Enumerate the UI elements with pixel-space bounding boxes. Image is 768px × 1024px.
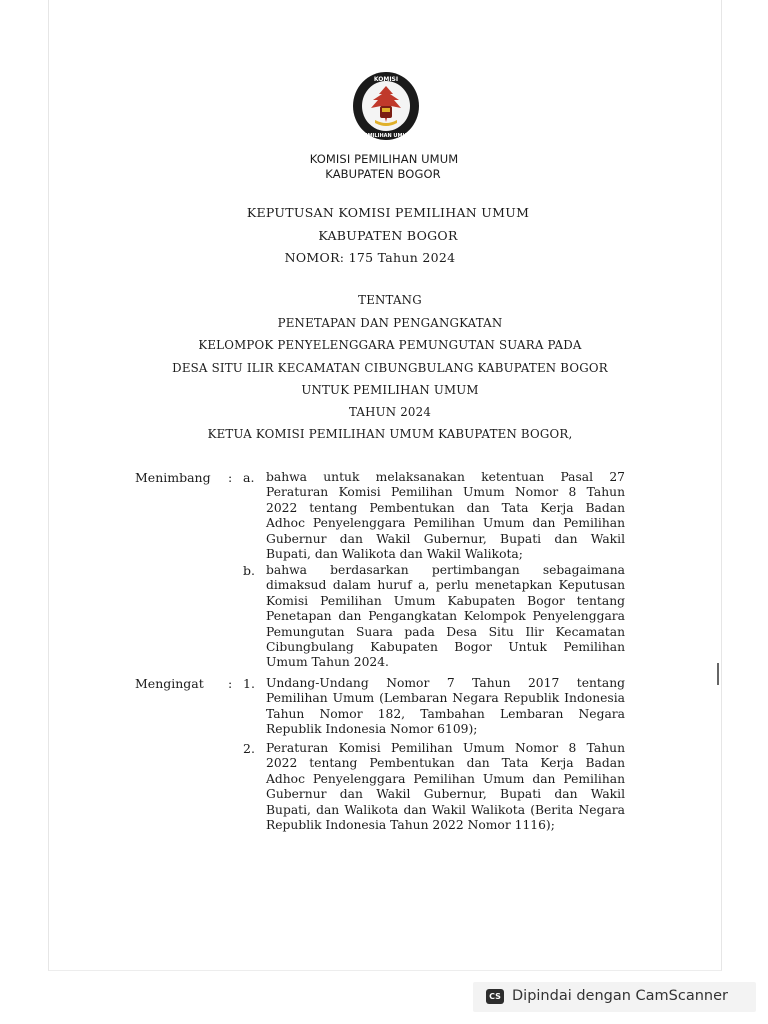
text-line: Cibungbulang Kabupaten Bogor Untuk Pemilihan [266, 640, 625, 655]
kpu-emblem-logo [351, 70, 421, 142]
text-line: bahwa berdasarkan pertimbangan sebagaimana [266, 563, 625, 577]
tentang-heading: TENTANG [358, 293, 422, 307]
org-name-line1: KOMISI PEMILIHAN UMUM [309, 152, 459, 166]
text-line: Republik Indonesia Nomor 6109); [266, 722, 478, 737]
signatory-line: KETUA KOMISI PEMILIHAN UMUM KABUPATEN BOGOR, [207, 427, 573, 441]
logo-top-text: KOMISI [373, 76, 399, 83]
mengingat-item-1-marker: 1. [243, 676, 255, 691]
text-line: Adhoc Penyelenggara Pemilihan Umum dan Pemilihan [266, 771, 625, 786]
text-line: 2022 tentang Pembentukan dan Tata Kerja Badan [266, 500, 625, 515]
decision-number: NOMOR: 175 Tahun 2024 [284, 250, 456, 265]
text-line: Tahun Nomor 182, Tambahan Lembaran Negara [266, 706, 625, 721]
text-line: Republik Indonesia Tahun 2022 Nomor 1116); [266, 818, 555, 833]
text-line: Pemilihan Umum (Lembaran Negara Republik Indonesia [266, 691, 625, 706]
logo-bottom-text: PEMILIHAN UMUM [360, 133, 412, 139]
org-name-line2: KABUPATEN BOGOR [325, 167, 441, 181]
mengingat-item-2-text [266, 741, 625, 833]
text-line: Bupati, dan Walikota dan Wakil Walikota (Berita Negara [266, 802, 625, 817]
subject-line3: DESA SITU ILIR KECAMATAN CIBUNGBULANG KABUPATEN BOGOR [172, 361, 608, 375]
text-line: dimaksud dalam huruf a, perlu menetapkan Keputusan [266, 578, 625, 593]
subject-line4: UNTUK PEMILIHAN UMUM [301, 383, 479, 397]
text-line: Komisi Pemilihan Umum Kabupaten Bogor tentang [266, 593, 625, 608]
subject-line5: TAHUN 2024 [348, 405, 432, 419]
scan-artifact-mark [717, 663, 719, 685]
text-line: Umum Tahun 2024. [266, 655, 389, 670]
menimbang-item-b-text [266, 563, 625, 671]
text-line: Penetapan dan Pengangkatan Kelompok Penyelenggara [266, 609, 625, 624]
camscanner-watermark [473, 982, 756, 1012]
subject-line1: PENETAPAN DAN PENGANGKATAN [277, 316, 503, 330]
decision-title-line2: KABUPATEN BOGOR [318, 228, 458, 243]
text-line: 2022 tentang Pembentukan dan Tata Kerja Badan [266, 756, 625, 771]
mengingat-item-2-marker: 2. [243, 741, 255, 756]
menimbang-item-a-marker: a. [243, 470, 255, 485]
mengingat-colon: : [228, 676, 233, 691]
text-line: Peraturan Komisi Pemilihan Umum Nomor 8 Tahun [266, 485, 625, 500]
text-line: Undang-Undang Nomor 7 Tahun 2017 tentang [266, 676, 625, 690]
text-line: bahwa untuk melaksanakan ketentuan Pasal 27 [266, 470, 625, 484]
text-line: Pemungutan Suara pada Desa Situ Ilir Kecamatan [266, 624, 625, 639]
text-line: Gubernur dan Wakil Gubernur, Bupati dan Wakil [266, 787, 625, 802]
mengingat-label: Mengingat [135, 676, 204, 691]
menimbang-item-b-marker: b. [243, 563, 255, 578]
camscanner-text: Dipindai dengan CamScanner [512, 988, 729, 1004]
text-line: Bupati, dan Walikota dan Wakil Walikota; [266, 547, 523, 562]
text-line: Peraturan Komisi Pemilihan Umum Nomor 8 Tahun [266, 741, 625, 755]
text-line: Gubernur dan Wakil Gubernur, Bupati dan Wakil [266, 531, 625, 546]
menimbang-label: Menimbang [135, 470, 211, 485]
menimbang-item-a-text [266, 470, 625, 562]
camscanner-icon: CS [486, 989, 504, 1004]
decision-title-line1: KEPUTUSAN KOMISI PEMILIHAN UMUM [246, 205, 530, 220]
text-line: Adhoc Penyelenggara Pemilihan Umum dan Pemilihan [266, 516, 625, 531]
subject-line2: KELOMPOK PENYELENGGARA PEMUNGUTAN SUARA PADA [198, 338, 582, 352]
mengingat-item-1-text [266, 676, 625, 738]
menimbang-colon: : [228, 470, 233, 485]
